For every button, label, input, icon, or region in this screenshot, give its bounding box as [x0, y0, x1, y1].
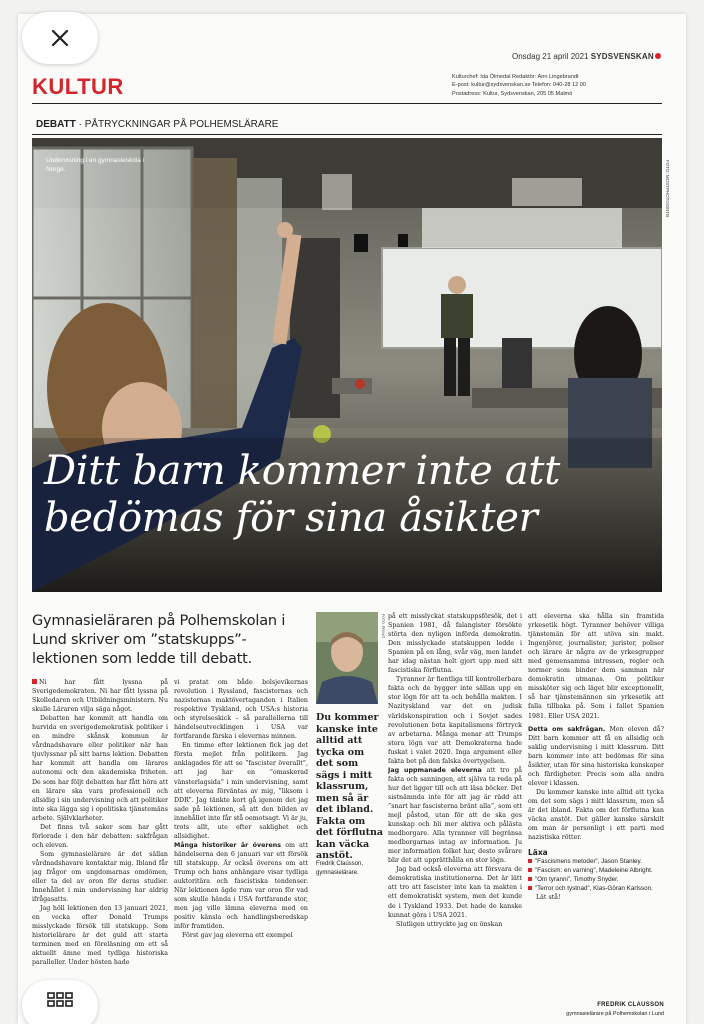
subheading: Många historiker är överens — [174, 841, 281, 849]
close-icon — [50, 28, 70, 48]
small-byline-role: gymnasielärare. — [316, 869, 359, 876]
paragraph: Många historiker är överens om att händelserna den 6 januari var ett försök till statskupp. Är också överens om att Trump och hans anhängare visar tydliga auktoritära och fascistiska tendenser. När lektionen ägde rum var oron för vad som skulle hända i USA fortfarande stor, men jag ville lämna eleverna med en positiv känsla och handlingsberedskap inför framtiden. — [174, 841, 308, 931]
list-item: ”Fascism: en varning”, Madeleine Albright. — [528, 867, 664, 876]
ingress: Gymnasieläraren på Polhemskolan i Lund skriver om ”statskupps”-lektionen som ledde till debatt. — [32, 613, 286, 667]
headline-line: Ditt barn kommer inte att — [44, 448, 560, 494]
kicker-label: DEBATT — [36, 119, 76, 130]
close-button[interactable] — [22, 12, 98, 64]
paragraph: Tyranner är fientliga till kontrollerbara fakta och de bygger inte sällan upp en stor lögn för att ta och behålla makten. I Nazityskland var det en judisk världskonspiration och i Sovjet sades revolutionen bota kapitalismens förtryck av arbetarna. Många menar att Trumps stora lögn var att Demokraterna hade fuskat i valet 2020. Inga argument eller fakta bet på den falska övertygelsen. — [388, 676, 522, 765]
paragraph: Jag uppmanade eleverna att tro på fakta och sanningen, att själva ta reda på hur det ligger till och att läsa böcker. Det sistnämnda inte för att jag är rädd att ”snart har fascisterna bränt alla”, som ett mejl påstod, utan för att de ska ges kunskap och bli mer aktiva och pålästa medborgare. Alla tyranner vill begränsa medborgarnas intag av information. Ju mer information folket har, desto svårare blir det att upprätthålla en stor lögn. — [388, 766, 522, 865]
staff-line: Kulturchef: Ida Ölmedal Redaktör: Ann Lingebrandt — [452, 74, 579, 80]
article-column-2 — [174, 678, 308, 1018]
list-item: ”Fascismens metoder”, Jason Stanley. — [528, 858, 664, 867]
author-name: FREDRIK CLAUSSON — [597, 1002, 664, 1008]
kicker — [36, 119, 278, 130]
small-byline-name: Fredrik Claússon, — [316, 861, 364, 867]
paragraph: Slutligen uttryckte jag en önskan — [396, 920, 503, 928]
author-role: gymnasielärare på Polhemskolan i Lund — [566, 1011, 664, 1017]
paragraph: Du kommer kanske inte alltid att tycka om det som sägs i mitt klassrum, men så är det ibland. Fakta om det förflutna kan väcka anstöt. Det gäller kanske särskilt om man är personligt i ett parti med nazistiska rötter. — [528, 788, 664, 842]
bullet-square-icon — [528, 886, 532, 890]
headline-line: bedömas för sina åsikter — [44, 495, 538, 541]
dateline — [512, 52, 661, 61]
section-title: KULTUR — [32, 74, 124, 99]
bullet-square-icon — [528, 877, 532, 881]
pull-quote: Du kommer kanske inte alltid att tycka om det som sägs i mitt klassrum, men så är det ibland. Fakta om det förflutna kan väcka anstöt. — [316, 712, 384, 861]
issue-date: Onsdag 21 april 2021 — [512, 52, 589, 61]
paragraph: Jag höll lektionen den 13 januari 2021, en vecka efter Donald Trumps misslyckade försök till statskupp. Som historielärare är det guld att starta terminen med en föreläsning om ett så aktuellt ämne med tydliga historiska paralleller. Under hösten hade — [32, 905, 168, 967]
portrait-credit: FOTO: PRIVAT — [381, 614, 385, 639]
bullet-square-icon — [528, 859, 532, 863]
photo-credit: FOTO: MOSTPHOTOS/NTB — [665, 160, 670, 218]
paragraph: Som gymnasielärare är det sällan vårdnadshavare kontaktar mig. Ibland får jag frågor om ungdomarnas omdömen, eller ta del av oron för deras studier. Innehållet i min undervisning har aldrig ifrågasatts. — [32, 850, 168, 904]
paper-name: SYDSVENSKAN — [590, 52, 654, 61]
divider — [32, 103, 662, 104]
subheading: Detta om sakfrågan. — [528, 725, 606, 733]
brand-dot-icon — [655, 53, 661, 59]
list-item: ”Om tyranni”, Timothy Snyder. — [528, 876, 664, 885]
paragraph: Först gav jag eleverna ett exempel — [182, 932, 293, 940]
homework-title: Läxa — [528, 848, 548, 858]
article-column-4 — [528, 612, 664, 1000]
staff-box — [452, 73, 664, 98]
photo-caption: Undervisning i en gymnasieskola i Norge. — [46, 157, 145, 173]
homework-list — [528, 858, 664, 893]
small-byline — [316, 860, 384, 877]
paragraph: att eleverna ska hålla sin framtida yrkesetik högt. Tyranner behöver villiga tjänstemän för att utöva sin makt. Ingenjörer, journalister, jurister, poliser och lärare är några av de yrkesgrupper med gemensamma intressen, regler och normer som binder dem samman när demokratin utmanas. Om politiker missköter sig och läget blir exceptionellt, så har tjänstemännen sin yrkesetik att falla tillbaka på. Som i fallet Spanien 1981. Eller USA 2021. — [528, 613, 664, 720]
author-portrait — [316, 612, 378, 704]
list-item: ”Terror och tystnad”, Klas-Göran Karlsson. — [528, 885, 664, 894]
grid-view-icon — [47, 992, 73, 1014]
kicker-text: · PÅTRYCKNINGAR PÅ POLHEMSLÄRARE — [78, 119, 279, 130]
paragraph: Det finns två saker som har gått förlorade i den här debatten: sakfrågan och eleven. — [32, 823, 168, 849]
paragraph: Debatten har kommit att handla om hurvida en sverigedemokratisk politiker i en mindre skånsk kommun är vårdnadshavare eller politiker när han tjuvlyssnar på sitt barns lektion. Debatten har kommit att handla om lärares autonomi och den akademiska friheten. De som har följt debatten har fått höra att en lärare ska vara professionell och allsidig i sin undervisning och att politiker inte ska lägga sig i opolitiska tjänstemäns arbete. Självklarheter. — [32, 715, 168, 822]
staff-line: E-post: kultur@sydsvenskan.se Telefon: 040-28 12 00 — [452, 82, 586, 89]
article-column-1 — [32, 678, 168, 1018]
grid-view-button[interactable] — [22, 980, 98, 1024]
paragraph: vi pratat om både bolsjevikernas revolution i Ryssland, fascisternas och nazisternas maktövertaganden i Italien respektive Tyskland, och USA:s historia och styrelseskick – så parallellerna till händelseutvecklingen i USA var fortfarande färska i elevernas minnen. — [174, 679, 308, 741]
staff-line: Postadress: Kultur, Sydsvenskan, 205 05 Malmö — [452, 90, 573, 97]
divider — [32, 134, 662, 135]
bullet-square-icon — [528, 868, 532, 872]
subheading: Jag uppmanade eleverna — [388, 766, 482, 774]
paragraph: Ni har fått lyssna på Sverigedemokraten. Ni har fått lyssna på Skolledaren och Utbildningsministern. Nu skulle Läraren vilja säga något. — [32, 679, 168, 714]
paragraph: på ett misslyckat statskuppsförsök, det i Spanien 1981, då falangister försökte störta den nyligen införda demokratin. Den misslyckade statskuppen ledde i Spanien på en lång, svår väg, men landet har idag nästan helt gjort upp med sitt fascistiska förflutna. — [388, 613, 522, 675]
sign-off: Lät stå! — [536, 894, 561, 902]
paragraph: Jag bad också eleverna att försvara de demokratiska institutionerna. Det är lätt att tro att fascister inte kan ta makten i ett demokratiskt system, men det kunde de i Tyskland 1933. Det hade de kanske kunnat göra i USA 2021. — [388, 866, 522, 919]
article-column-3 — [388, 612, 522, 1018]
bullet-square-icon — [32, 679, 37, 684]
paragraph: En timme efter lektionen fick jag det första mejlet från politikern. Jag anklagades för att se ”fascister överallt”, att jag har en ”omaskerad vänsterlagsida” i min undervisning, samt att eleverna förväntas av mig, ”liksom i DDR”. Jag tänkte kort gå igenom det jag sade på lektionen, så att den bilden av innehållet inte får stå oemotsagt. Vi är ju, trots allt, ute efter saklighet och allsidighet. — [174, 742, 308, 840]
headline — [44, 448, 656, 542]
paragraph: Detta om sakfrågan. Men eleven då? Ditt barn kommer att få en allsidig och saklig undervisning i mitt klassrum. Ditt barn kommer inte att bedömas för sina åsikter, utan för sina historiska kunskaper och färdigheter. Precis som alla andra elever i klassen. — [528, 725, 664, 787]
